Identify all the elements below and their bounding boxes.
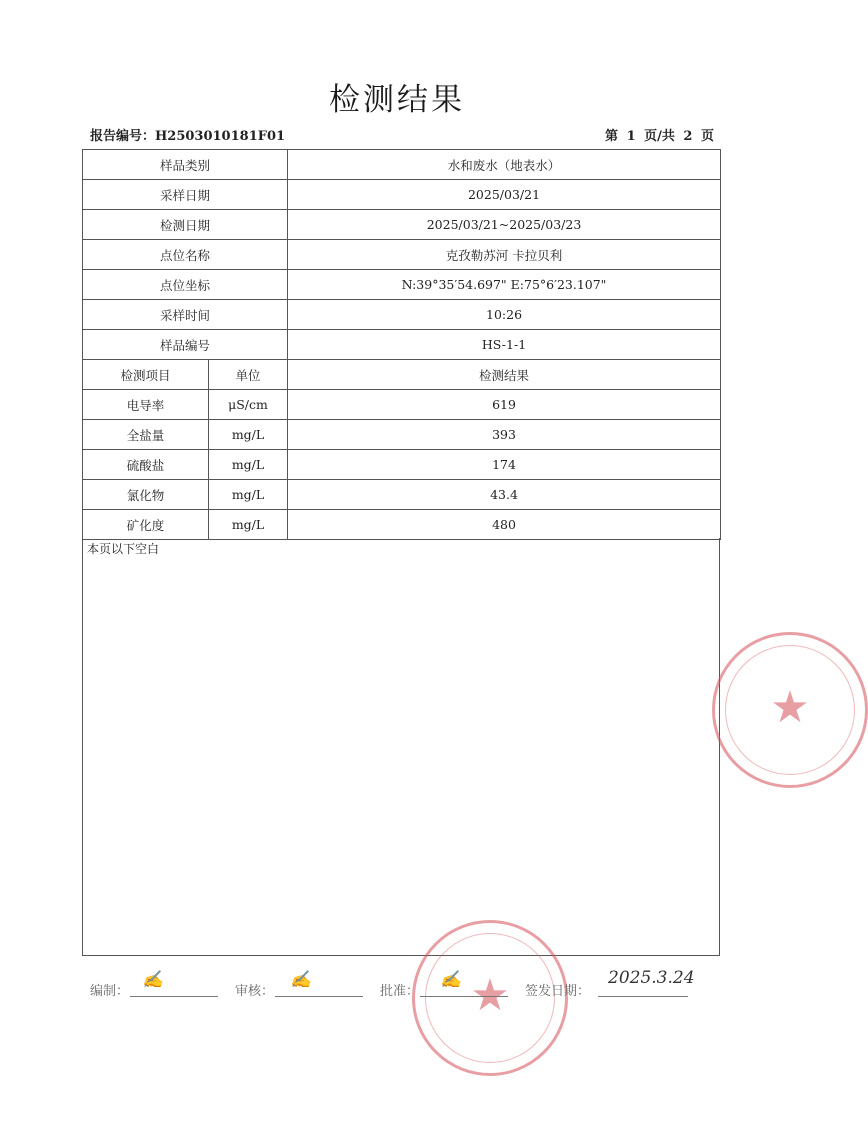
table-row <box>83 450 721 480</box>
reviewer-signature: ✍ <box>290 970 312 990</box>
result-item: 电导率 <box>83 390 209 420</box>
table-row <box>83 180 721 210</box>
blank-area <box>82 538 720 956</box>
info-label: 样品编号 <box>83 330 288 360</box>
table-row <box>83 150 721 180</box>
table-header-row <box>83 360 721 390</box>
result-value: 393 <box>288 420 721 450</box>
issue-date-label: 签发日期： <box>525 984 591 999</box>
result-unit: mg/L <box>209 420 288 450</box>
result-unit: mg/L <box>209 510 288 540</box>
info-label: 采样时间 <box>83 300 288 330</box>
result-item: 硫酸盐 <box>83 450 209 480</box>
seal-stamp-right <box>712 632 868 788</box>
result-unit: mg/L <box>209 480 288 510</box>
info-value: HS-1-1 <box>288 330 721 360</box>
info-value: 克孜勒苏河 卡拉贝利 <box>288 240 721 270</box>
approver-signature: ✍ <box>440 970 462 990</box>
table-row <box>83 210 721 240</box>
table-row <box>83 510 721 540</box>
compiler-signature: ✍ <box>142 970 164 990</box>
header-item: 检测项目 <box>83 360 209 390</box>
table-row <box>83 270 721 300</box>
header-unit: 单位 <box>209 360 288 390</box>
info-value: 2025/03/21~2025/03/23 <box>288 210 721 240</box>
table-row <box>83 480 721 510</box>
info-label: 点位名称 <box>83 240 288 270</box>
info-label: 检测日期 <box>83 210 288 240</box>
info-label: 采样日期 <box>83 180 288 210</box>
result-value: 43.4 <box>288 480 721 510</box>
issue-date: 2025.3.24 <box>608 968 695 988</box>
info-value: 10:26 <box>288 300 721 330</box>
table-row <box>83 240 721 270</box>
result-value: 619 <box>288 390 721 420</box>
info-label: 样品类别 <box>83 150 288 180</box>
result-unit: μS/cm <box>209 390 288 420</box>
info-label: 点位坐标 <box>83 270 288 300</box>
page-title: 检测结果 <box>329 82 465 118</box>
result-value: 480 <box>288 510 721 540</box>
compiler-label: 编制： <box>90 984 130 999</box>
blank-note: 本页以下空白 <box>87 542 160 556</box>
table-row <box>83 390 721 420</box>
result-item: 矿化度 <box>83 510 209 540</box>
result-item: 氯化物 <box>83 480 209 510</box>
table-row <box>83 300 721 330</box>
report-number: 报告编号：H2503010181F01 <box>90 129 286 144</box>
result-unit: mg/L <box>209 450 288 480</box>
info-value: 水和废水（地表水） <box>288 150 721 180</box>
approver-label: 批准： <box>380 984 420 999</box>
results-table <box>82 149 721 540</box>
reviewer-label: 审核： <box>235 984 275 999</box>
page-number: 第 1 页/共 2 页 <box>605 129 714 144</box>
star-icon: ★ <box>470 969 510 1021</box>
signature-row <box>90 968 710 1008</box>
table-row <box>83 420 721 450</box>
info-value: N:39°35′54.697" E:75°6′23.107" <box>288 270 721 300</box>
info-value: 2025/03/21 <box>288 180 721 210</box>
result-value: 174 <box>288 450 721 480</box>
result-item: 全盐量 <box>83 420 209 450</box>
table-row <box>83 330 721 360</box>
header-result: 检测结果 <box>288 360 721 390</box>
star-icon: ★ <box>770 681 810 733</box>
